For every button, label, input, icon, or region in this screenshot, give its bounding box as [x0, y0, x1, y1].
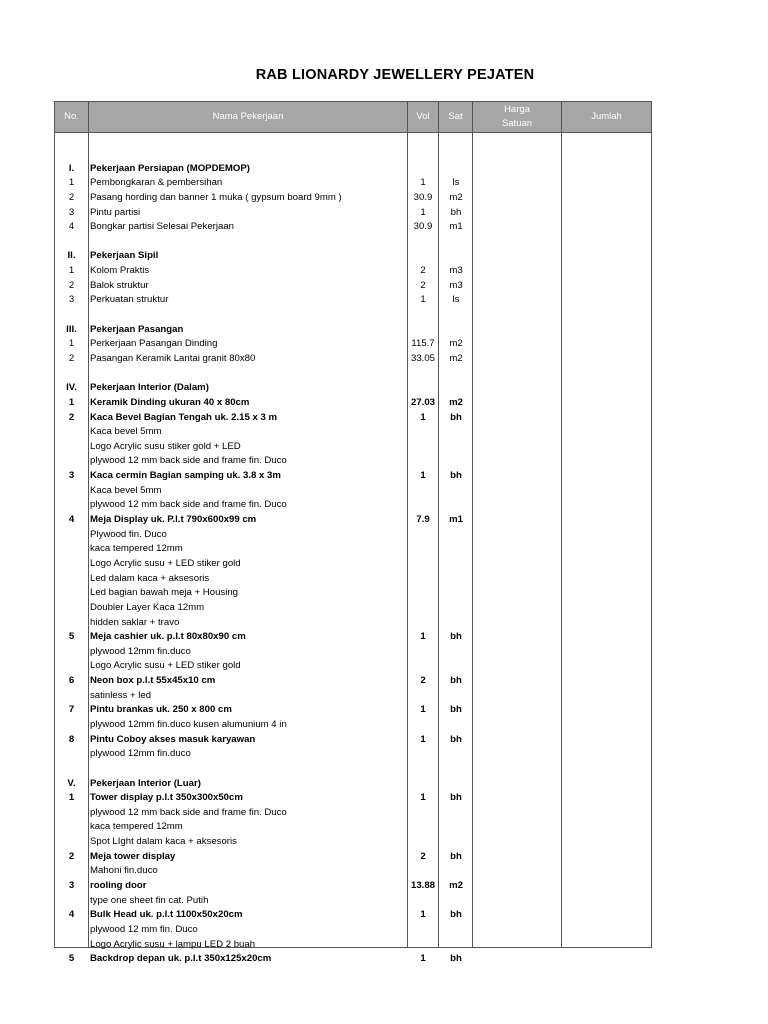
row-work-name: Pintu Coboy akses masuk karyawan [90, 733, 256, 745]
row-work-name: Kolom Praktis [90, 265, 150, 277]
table-row [55, 572, 651, 587]
row-work-name: kaca tempered 12mm [90, 543, 183, 555]
row-work-name: plywood 12 mm back side and frame fin. Duco [90, 455, 287, 467]
table-row [55, 616, 651, 631]
table-row [55, 762, 651, 777]
row-work-name: Spot LIght dalam kaca + aksesoris [90, 836, 237, 848]
table-row [55, 411, 651, 426]
table-row [55, 864, 651, 879]
row-volume: 30.9 [413, 191, 433, 203]
row-number: 1 [68, 396, 75, 408]
document-title: RAB LIONARDY JEWELLERY PEJATEN [255, 67, 535, 83]
table-row [55, 747, 651, 762]
table-row [55, 894, 651, 909]
header-jumlah: Jumlah [591, 111, 622, 122]
row-work-name: Logo Acrylic susu stiker gold + LED [90, 440, 241, 452]
table-row [55, 659, 651, 674]
table-row [55, 601, 651, 616]
row-volume: 13.88 [410, 880, 435, 892]
row-number: 6 [68, 675, 75, 687]
row-unit: m2 [449, 880, 463, 892]
row-work-name: plywood 12mm fin.duco [90, 748, 191, 760]
row-unit: bh [450, 206, 462, 218]
row-unit: bh [450, 411, 462, 423]
row-work-name: Neon box p.l.t 55x45x10 cm [90, 675, 216, 687]
header-vol: Vol [416, 111, 430, 122]
table-row [55, 718, 651, 733]
table-row [55, 352, 651, 367]
row-work-name: Backdrop depan uk. p.l.t 350x125x20cm [90, 953, 272, 965]
row-work-name: Bongkar partisi Selesai Pekerjaan [90, 221, 234, 233]
row-number: III. [66, 323, 77, 335]
header-sat: Sat [448, 111, 463, 122]
table-row [55, 367, 651, 382]
row-volume: 7.9 [416, 514, 430, 526]
row-work-name: rooling door [90, 880, 147, 892]
row-unit: m2 [449, 396, 463, 408]
row-work-name: Pekerjaan Persiapan (MOPDEMOP) [90, 162, 250, 174]
row-work-name: Tower display p.l.t 350x300x50cm [90, 792, 243, 804]
row-work-name: Keramik Dinding ukuran 40 x 80cm [90, 396, 250, 408]
table-row [55, 806, 651, 821]
row-work-name: Bulk Head uk. p.l.t 1100x50x20cm [90, 909, 243, 921]
row-number: 8 [68, 733, 75, 745]
row-number: 2 [68, 352, 75, 364]
row-work-name: Pembongkaran & pembersihan [90, 177, 223, 189]
row-volume: 1 [420, 792, 426, 804]
table-row [55, 293, 651, 308]
table-row [55, 674, 651, 689]
table-row [55, 791, 651, 806]
header-harga-satuan: Harga Satuan [501, 104, 533, 129]
row-work-name: Kaca bevel 5mm [90, 426, 162, 438]
row-work-name: Pintu partisi [90, 206, 141, 218]
row-unit: m2 [449, 352, 463, 364]
table-row [55, 337, 651, 352]
rab-table [54, 101, 652, 965]
row-work-name: hidden saklar + travo [90, 616, 180, 628]
row-unit: ls [452, 294, 460, 306]
row-work-name: Perkuatan struktur [90, 294, 169, 306]
row-number: 1 [68, 792, 75, 804]
row-number: I. [68, 162, 75, 174]
row-unit: bh [450, 850, 462, 862]
row-volume: 2 [420, 265, 426, 277]
row-number: II. [67, 250, 76, 262]
row-number: 3 [68, 470, 75, 482]
row-work-name: Pasang hording dan banner 1 muka ( gypsum board 9mm ) [90, 191, 342, 203]
table-row [55, 835, 651, 850]
row-work-name: Pekerjaan Interior (Dalam) [90, 382, 209, 394]
row-volume: 1 [420, 206, 426, 218]
table-row [55, 249, 651, 264]
row-work-name: plywood 12mm fin.duco [90, 645, 191, 657]
row-work-name: Logo Acrylic susu + LED stiker gold [90, 660, 241, 672]
row-unit: m3 [449, 279, 463, 291]
row-work-name: satinless + led [90, 689, 152, 701]
row-work-name: plywood 12 mm back side and frame fin. Duco [90, 499, 287, 511]
row-number: 1 [68, 338, 75, 350]
row-number: 7 [68, 704, 75, 716]
row-number: 3 [68, 880, 75, 892]
table-row [55, 777, 651, 792]
row-work-name: Mahoni fin.duco [90, 865, 158, 877]
table-row [55, 542, 651, 557]
row-volume: 2 [420, 675, 426, 687]
row-work-name: Logo Acrylic susu + LED stiker gold [90, 557, 241, 569]
row-number: 4 [68, 221, 75, 233]
row-work-name: Doubler Layer Kaca 12mm [90, 601, 205, 613]
row-work-name: Pekerjaan Sipil [90, 250, 159, 262]
table-row [55, 513, 651, 528]
row-volume: 1 [420, 411, 426, 423]
row-volume: 1 [420, 953, 426, 965]
row-unit: bh [450, 792, 462, 804]
table-row [55, 645, 651, 660]
row-work-name: Pekerjaan Interior (Luar) [90, 777, 201, 789]
row-volume: 1 [420, 631, 426, 643]
table-row [55, 528, 651, 543]
row-volume: 1 [420, 909, 426, 921]
table-row [55, 454, 651, 469]
row-number: 3 [68, 206, 75, 218]
row-volume: 30.9 [413, 221, 433, 233]
table-row [55, 235, 651, 250]
row-work-name: Meja cashier uk. p.l.t 80x80x90 cm [90, 631, 246, 643]
table-row [55, 323, 651, 338]
table-row [55, 191, 651, 206]
row-number: 2 [68, 411, 75, 423]
row-number: IV. [66, 382, 77, 394]
row-work-name: Led dalam kaca + aksesoris [90, 572, 210, 584]
row-number: 2 [68, 279, 75, 291]
table-row [55, 703, 651, 718]
row-work-name: Kaca bevel 5mm [90, 484, 162, 496]
row-unit: bh [450, 733, 462, 745]
row-work-name: Kaca Bevel Bagian Tengah uk. 2.15 x 3 m [90, 411, 277, 423]
table-row [55, 425, 651, 440]
table-row [55, 586, 651, 601]
row-volume: 2 [420, 850, 426, 862]
row-work-name: plywood 12mm fin.duco kusen alumunium 4 in [90, 718, 287, 730]
table-row [55, 908, 651, 923]
row-volume: 2 [420, 279, 426, 291]
table-row [55, 557, 651, 572]
row-work-name: Plywood fin. Duco [90, 528, 167, 540]
table-row [55, 162, 651, 177]
table-row [55, 206, 651, 221]
table-row [55, 264, 651, 279]
row-volume: 115.7 [411, 338, 435, 350]
row-unit: m2 [449, 338, 463, 350]
table-row [55, 733, 651, 748]
row-work-name: Kaca cermin Bagian samping uk. 3.8 x 3m [90, 470, 281, 482]
row-number: V. [67, 777, 76, 789]
table-row [55, 176, 651, 191]
row-work-name: type one sheet fin cat. Putih [90, 894, 209, 906]
row-volume: 27.03 [410, 396, 435, 408]
row-work-name: Pekerjaan Pasangan [90, 323, 184, 335]
row-number: 4 [68, 909, 75, 921]
row-number: 5 [68, 631, 75, 643]
row-work-name: plywood 12 mm fin. Duco [90, 923, 198, 935]
row-number: 5 [68, 953, 75, 965]
row-work-name: kaca tempered 12mm [90, 821, 183, 833]
table-row [55, 279, 651, 294]
row-unit: bh [450, 704, 462, 716]
row-volume: 1 [420, 177, 426, 189]
table-row [55, 440, 651, 455]
table-row [55, 498, 651, 513]
row-unit: m1 [449, 514, 463, 526]
row-work-name: Led bagian bawah meja + Housing [90, 587, 239, 599]
row-volume: 1 [420, 704, 426, 716]
row-volume: 1 [420, 733, 426, 745]
row-volume: 33.05 [410, 352, 435, 364]
row-number: 4 [68, 514, 75, 526]
table-row [55, 220, 651, 235]
row-unit: bh [450, 675, 462, 687]
table-row [55, 879, 651, 894]
table-row [55, 381, 651, 396]
table-row [55, 630, 651, 645]
row-unit: bh [450, 631, 462, 643]
table-row [55, 308, 651, 323]
row-unit: bh [450, 470, 462, 482]
row-unit: m1 [449, 221, 463, 233]
table-row [55, 396, 651, 411]
row-number: 1 [68, 265, 75, 277]
row-work-name: Pintu brankas uk. 250 x 800 cm [90, 704, 232, 716]
table-body [55, 147, 651, 967]
table-row [55, 689, 651, 704]
row-work-name: Meja Display uk. P.l.t 790x600x99 cm [90, 514, 257, 526]
table-row [55, 469, 651, 484]
row-number: 2 [68, 191, 75, 203]
header-no: No. [64, 111, 79, 122]
row-work-name: plywood 12 mm back side and frame fin. Duco [90, 806, 287, 818]
row-unit: m2 [449, 191, 463, 203]
row-unit: ls [452, 177, 460, 189]
row-unit: bh [450, 909, 462, 921]
row-volume: 1 [420, 470, 426, 482]
table-row [55, 820, 651, 835]
row-unit: m3 [449, 265, 463, 277]
row-number: 3 [68, 294, 75, 306]
row-number: 2 [68, 850, 75, 862]
row-unit: bh [450, 953, 462, 965]
table-row [55, 850, 651, 865]
table-row [55, 938, 651, 953]
table-row [55, 923, 651, 938]
row-number: 1 [68, 177, 75, 189]
table-row [55, 147, 651, 162]
row-work-name: Meja tower display [90, 850, 176, 862]
row-work-name: Balok struktur [90, 279, 149, 291]
row-work-name: Perkerjaan Pasangan Dinding [90, 338, 218, 350]
table-row [55, 484, 651, 499]
table-row [55, 952, 651, 967]
row-work-name: Pasangan Keramik Lantai granit 80x80 [90, 352, 256, 364]
row-volume: 1 [420, 294, 426, 306]
header-nama-pekerjaan: Nama Pekerjaan [212, 111, 284, 122]
row-work-name: Logo Acrylic susu + lampu LED 2 buah [90, 938, 256, 950]
